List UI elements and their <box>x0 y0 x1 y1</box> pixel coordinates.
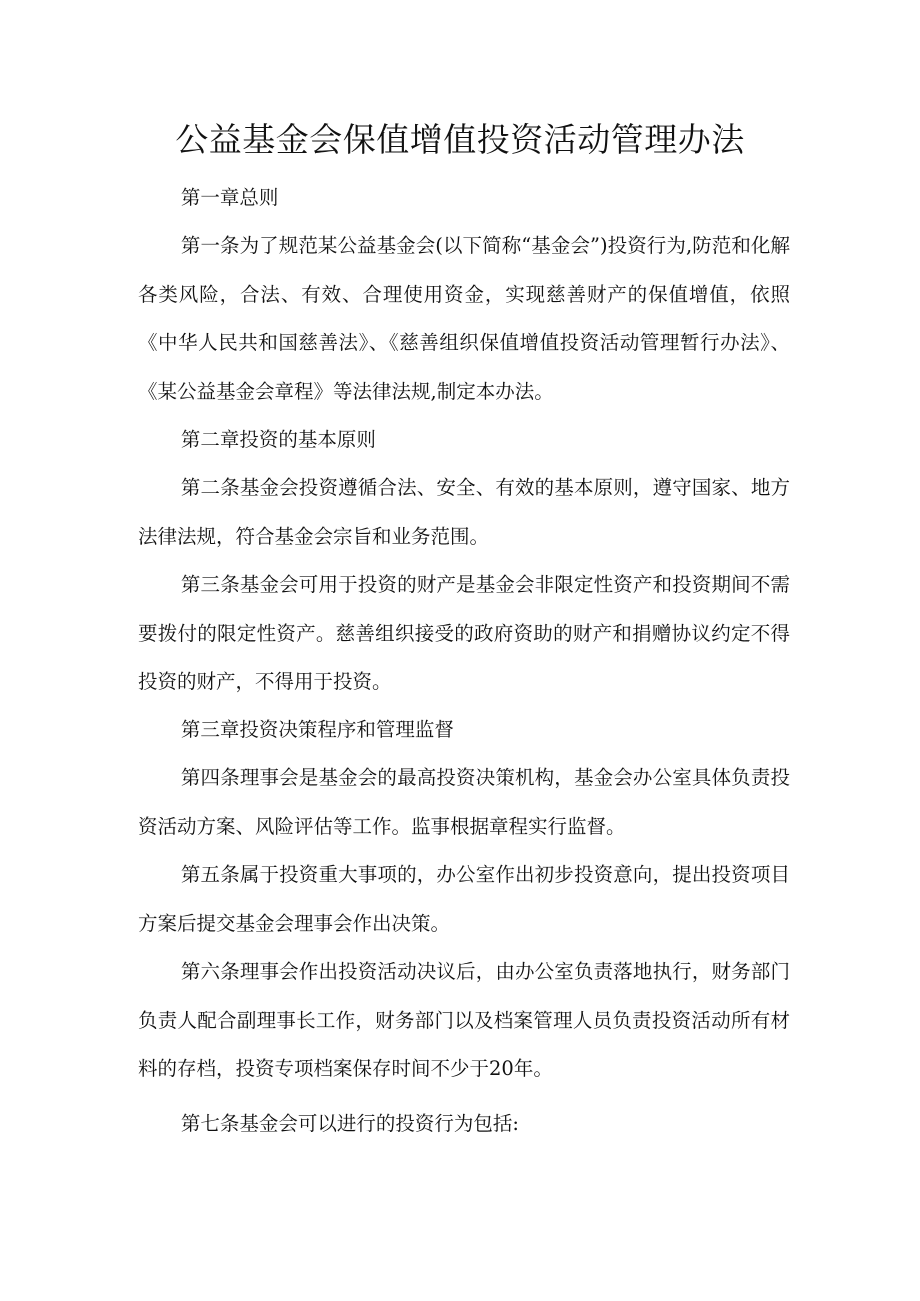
article-paragraph: 第三条基金会可用于投资的财产是基金会非限定性资产和投资期间不需要拨付的限定性资产。慈善组织接受的政府资助的财产和捐赠协议约定不得投资的财产，不得用于投资。 <box>138 573 790 693</box>
chapter-heading: 第三章投资决策程序和管理监督 <box>180 718 454 741</box>
article-paragraph: 第七条基金会可以进行的投资行为包括: <box>180 1112 519 1135</box>
document-title: 公益基金会保值增值投资活动管理办法 <box>175 120 745 159</box>
article-paragraph: 第一条为了规范某公益基金会(以下简称“基金会”)投资行为,防范和化解各类风险，合法、有效、合理使用资金，实现慈善财产的保值增值，依照《中华人民共和国慈善法》、《慈善组织保值增值投资活动管理暂行办法》、《某公益基金会章程》等法律法规,制定本办法。 <box>138 234 790 403</box>
chapter-heading: 第二章投资的基本原则 <box>180 428 376 451</box>
chapter-heading: 第一章总则 <box>180 186 279 209</box>
article-paragraph: 第四条理事会是基金会的最高投资决策机构，基金会办公室具体负责投资活动方案、风险评估等工作。监事根据章程实行监督。 <box>138 766 790 838</box>
article-paragraph: 第六条理事会作出投资活动决议后，由办公室负责落地执行，财务部门负责人配合副理事长工作，财务部门以及档案管理人员负责投资活动所有材料的存档，投资专项档案保存时间不少于20年。 <box>138 960 790 1080</box>
article-paragraph: 第五条属于投资重大事项的，办公室作出初步投资意向，提出投资项目方案后提交基金会理事会作出决策。 <box>138 863 790 935</box>
article-paragraph: 第二条基金会投资遵循合法、安全、有效的基本原则，遵守国家、地方法律法规，符合基金会宗旨和业务范围。 <box>138 476 790 548</box>
